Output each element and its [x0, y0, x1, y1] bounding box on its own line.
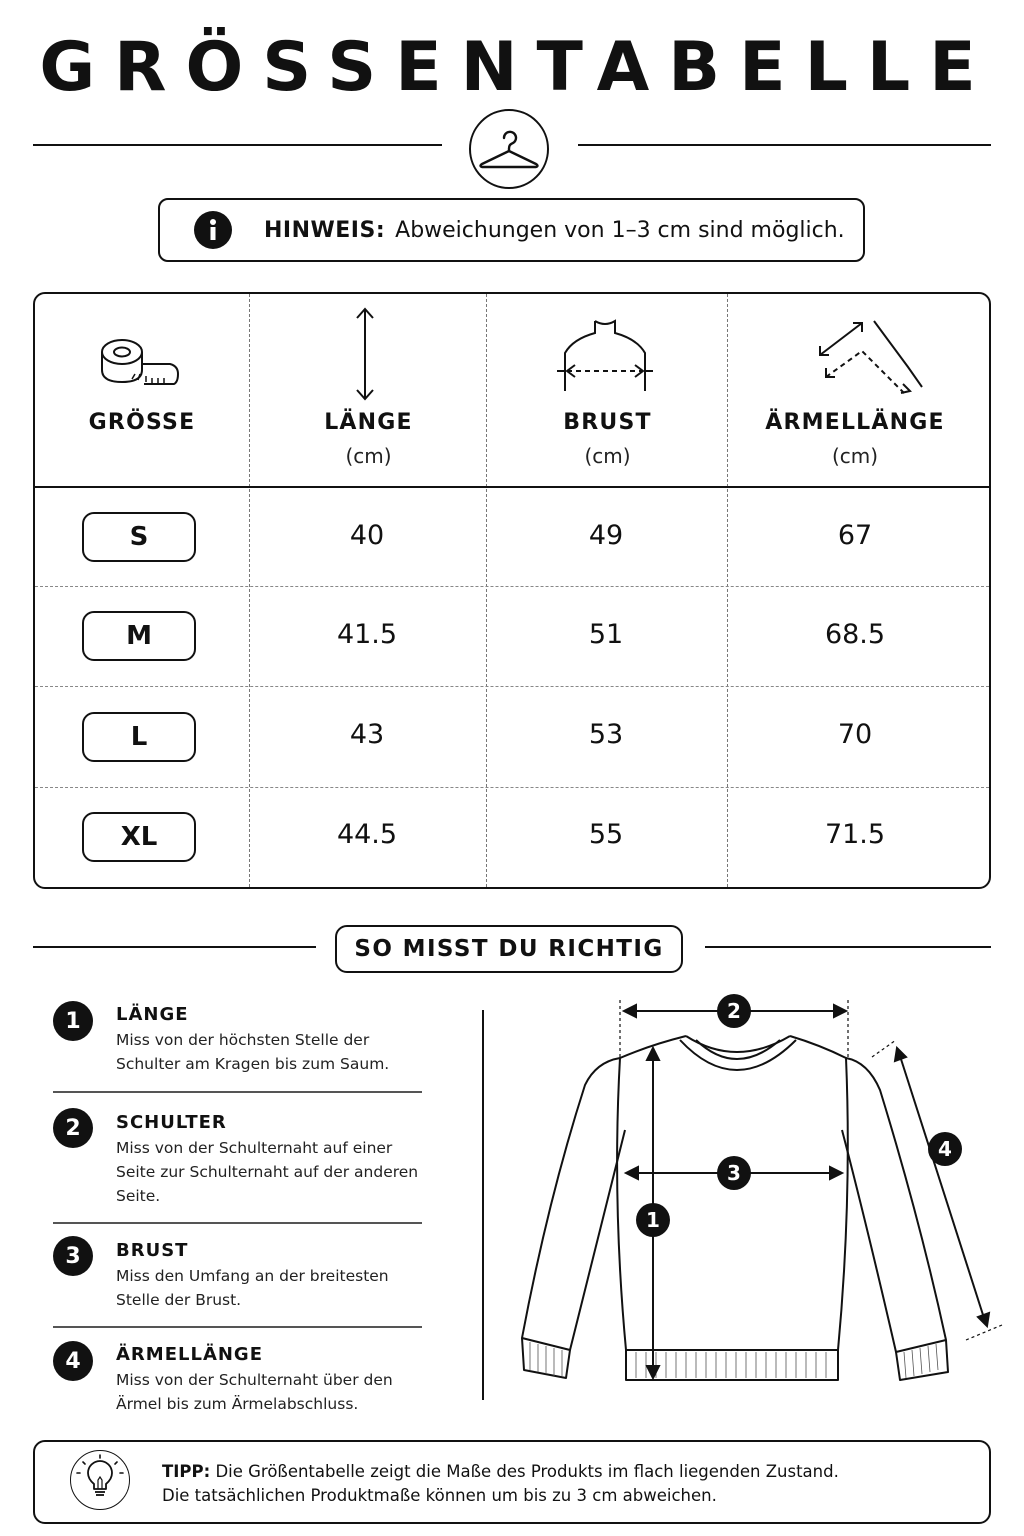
- col-header-brust: BRUST: [563, 410, 652, 435]
- size-badge-l: L: [82, 712, 196, 762]
- chest-measure-icon: [555, 315, 655, 393]
- cell-aermel-l: 70: [837, 719, 873, 750]
- vertical-arrow-icon: [350, 305, 380, 405]
- step-number-4: 4: [53, 1341, 93, 1381]
- step-number-1: 1: [53, 1001, 93, 1041]
- cell-laenge-s: 40: [349, 520, 385, 551]
- section-heading: SO MISST DU RICHTIG: [335, 925, 683, 973]
- cell-brust-l: 53: [588, 719, 624, 750]
- step-desc-laenge: Miss von der höchsten Stelle der Schulter am Kragen bis zum Saum.: [116, 1031, 390, 1073]
- sleeve-measure-icon: [810, 315, 930, 395]
- step-desc-brust: Miss den Umfang an der breitesten Stelle der Brust.: [116, 1267, 389, 1309]
- table-divider: [249, 294, 250, 887]
- diagram-marker-2: 2: [727, 999, 741, 1023]
- step-title-aermel: ÄRMELLÄNGE: [116, 1344, 264, 1365]
- page-title: GRÖSSENTABELLE: [39, 28, 995, 107]
- hint-label: HINWEIS:: [264, 218, 386, 243]
- cell-brust-m: 51: [588, 619, 624, 650]
- row-divider: [35, 586, 989, 587]
- step-desc-aermel: Miss von der Schulternaht über den Ärmel bis zum Ärmelabschluss.: [116, 1371, 393, 1413]
- cell-brust-s: 49: [588, 520, 624, 551]
- hint-text: [264, 216, 845, 246]
- size-badge-m: M: [82, 611, 196, 661]
- divider-right: [578, 144, 991, 146]
- section-divider-left: [33, 946, 316, 948]
- table-divider: [486, 294, 487, 887]
- step-title-laenge: LÄNGE: [116, 1004, 189, 1025]
- step-title-schulter: SCHULTER: [116, 1112, 227, 1133]
- column-separator: [482, 1010, 484, 1400]
- hanger-icon: [469, 109, 549, 189]
- step-number-2: 2: [53, 1108, 93, 1148]
- col-header-laenge: LÄNGE: [324, 410, 413, 435]
- step-desc-schulter: Miss von der Schulternaht auf einer Seite zur Schulternaht auf der anderen Seite.: [116, 1139, 419, 1205]
- cell-laenge-m: 41.5: [336, 619, 398, 650]
- cell-aermel-xl: 71.5: [824, 819, 886, 850]
- cell-laenge-xl: 44.5: [336, 819, 398, 850]
- step-divider: [53, 1091, 422, 1093]
- tip-line-1: Die Größentabelle zeigt die Maße des Produkts im flach liegenden Zustand.: [215, 1462, 839, 1481]
- cell-brust-xl: 55: [588, 819, 624, 850]
- table-header-rule: [33, 486, 991, 488]
- sweater-diagram: [500, 990, 1020, 1400]
- step-title-brust: BRUST: [116, 1240, 189, 1261]
- col-header-aermel: ÄRMELLÄNGE: [765, 410, 945, 435]
- hint-message: Abweichungen von 1–3 cm sind möglich.: [395, 218, 845, 243]
- cell-laenge-l: 43: [349, 719, 385, 750]
- row-divider: [35, 686, 989, 687]
- col-unit-aermel: (cm): [831, 444, 879, 468]
- diagram-marker-1: 1: [646, 1208, 660, 1232]
- step-divider: [53, 1222, 422, 1224]
- col-unit-laenge: (cm): [345, 444, 392, 468]
- diagram-marker-4: 4: [938, 1137, 952, 1161]
- section-divider-right: [705, 946, 991, 948]
- col-unit-brust: (cm): [584, 444, 631, 468]
- step-divider: [53, 1326, 422, 1328]
- divider-left: [33, 144, 442, 146]
- tip-line-2: Die tatsächlichen Produktmaße können um bis zu 3 cm abweichen.: [162, 1486, 717, 1505]
- size-badge-s: S: [82, 512, 196, 562]
- size-badge-xl: XL: [82, 812, 196, 862]
- table-divider: [727, 294, 728, 887]
- step-number-3: 3: [53, 1236, 93, 1276]
- lightbulb-icon: [70, 1450, 130, 1510]
- tip-label: TIPP:: [162, 1462, 211, 1481]
- tape-measure-icon: [96, 330, 186, 396]
- cell-aermel-m: 68.5: [824, 619, 886, 650]
- col-header-groesse: GRÖSSE: [88, 410, 196, 435]
- row-divider: [35, 787, 989, 788]
- cell-aermel-s: 67: [837, 520, 873, 551]
- tip-text: [162, 1460, 839, 1508]
- diagram-marker-3: 3: [727, 1161, 741, 1185]
- info-icon: [194, 211, 232, 249]
